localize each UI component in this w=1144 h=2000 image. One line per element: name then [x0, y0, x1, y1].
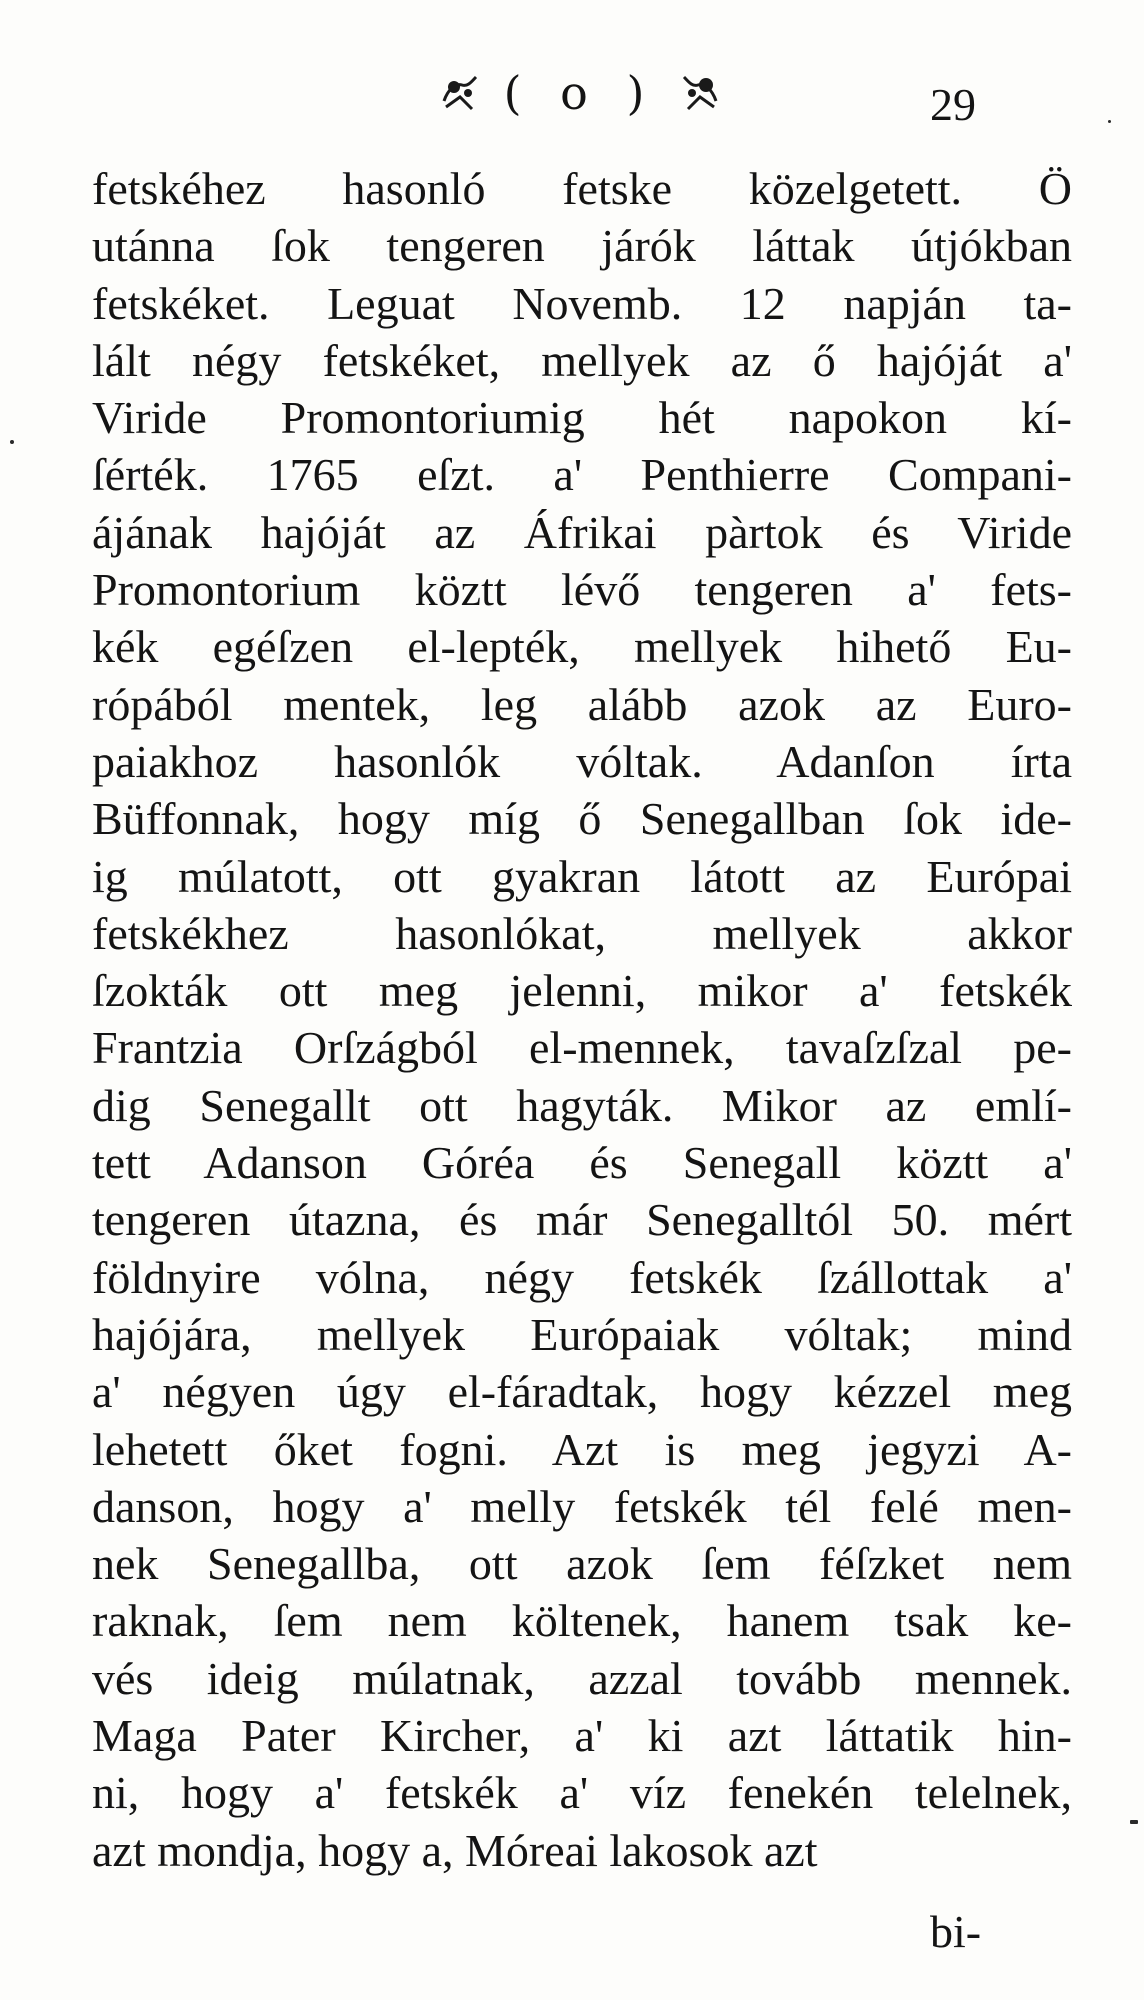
text-line: raknak, ſem nem költenek, hanem tsak ke- — [92, 1595, 1072, 1647]
text-line: hajójára, mellyek Európaiak vóltak; mind — [92, 1308, 1072, 1360]
text-line: ſzokták ott meg jelenni, mikor a' fetskék — [92, 965, 1072, 1017]
text-line: földnyire vólna, négy fetskék ſzállottak a' — [92, 1251, 1072, 1303]
text-line: rópából mentek, leg alább azok az Euro- — [92, 678, 1072, 730]
text-line: Promontorium köztt lévő tengeren a' fets- — [92, 564, 1072, 616]
text-line: fetskékhez hasonlókat, mellyek akkor — [92, 907, 1072, 959]
text-line: vés ideig múlatnak, azzal tovább mennek. — [92, 1652, 1072, 1704]
text-line: fetskéhez hasonló fetske közelgetett. Ö — [92, 163, 1072, 214]
text-line: nek Senegallba, ott azok ſem féſzket nem — [92, 1538, 1072, 1590]
text-line: ſérték. 1765 eſzt. a' Penthierre Compani- — [92, 449, 1072, 501]
folio-mark: ( o ) — [503, 66, 657, 120]
text-line: Maga Pater Kircher, a' ki azt láttatik hin- — [92, 1710, 1072, 1762]
text-line: ig múlatott, ott gyakran látott az Európai — [92, 850, 1072, 902]
ink-speck — [10, 440, 14, 444]
text-line: Büffonnak, hogy míg ő Senegallban ſok ide- — [92, 793, 1072, 845]
text-line: ni, hogy a' fetskék a' víz fenekén telelnek, — [92, 1767, 1072, 1819]
ink-speck — [1130, 1820, 1138, 1824]
text-line: paiakhoz hasonlók vóltak. Adanſon írta — [92, 735, 1072, 787]
text-line: tengeren útazna, és már Senegalltól 50. mért — [92, 1194, 1072, 1246]
text-line: Frantzia Orſzágból el-mennek, tavaſzſzal pe- — [92, 1022, 1072, 1074]
body-text — [92, 160, 1072, 1879]
text-line: a' négyen úgy el-fáradtak, hogy kézzel meg — [92, 1366, 1072, 1418]
text-line: azt mondja, hogy a, Móreai lakosok azt — [92, 1824, 818, 1876]
text-line: fetskéket. Leguat Novemb. 12 napján ta- — [92, 277, 1072, 329]
text-line: tett Adanson Góréa és Senegall köztt a' — [92, 1137, 1072, 1189]
text-line: dig Senegallt ott hagyták. Mikor az emlí- — [92, 1079, 1072, 1131]
running-head — [380, 58, 780, 128]
text-line: kék egéſzen el-lepték, mellyek hihető Eu- — [92, 621, 1072, 673]
ink-speck — [1108, 120, 1111, 123]
text-line: lehetett őket fogni. Azt is meg jegyzi A- — [92, 1423, 1072, 1475]
text-line: utánna ſok tengeren járók láttak útjókban — [92, 220, 1072, 272]
text-line: danson, hogy a' melly fetskék tél felé men- — [92, 1480, 1072, 1532]
text-line: Viride Promontoriumig hét napokon kí- — [92, 392, 1072, 444]
page-number: 29 — [930, 79, 976, 130]
floral-ornament-icon — [438, 71, 482, 115]
floral-ornament-icon — [678, 71, 722, 115]
text-line: ájának hajóját az Áfrikai pàrtok és Viride — [92, 506, 1072, 558]
catchword: bi- — [930, 1906, 982, 1957]
text-line: lált négy fetskéket, mellyek az ő hajóját a' — [92, 334, 1072, 386]
